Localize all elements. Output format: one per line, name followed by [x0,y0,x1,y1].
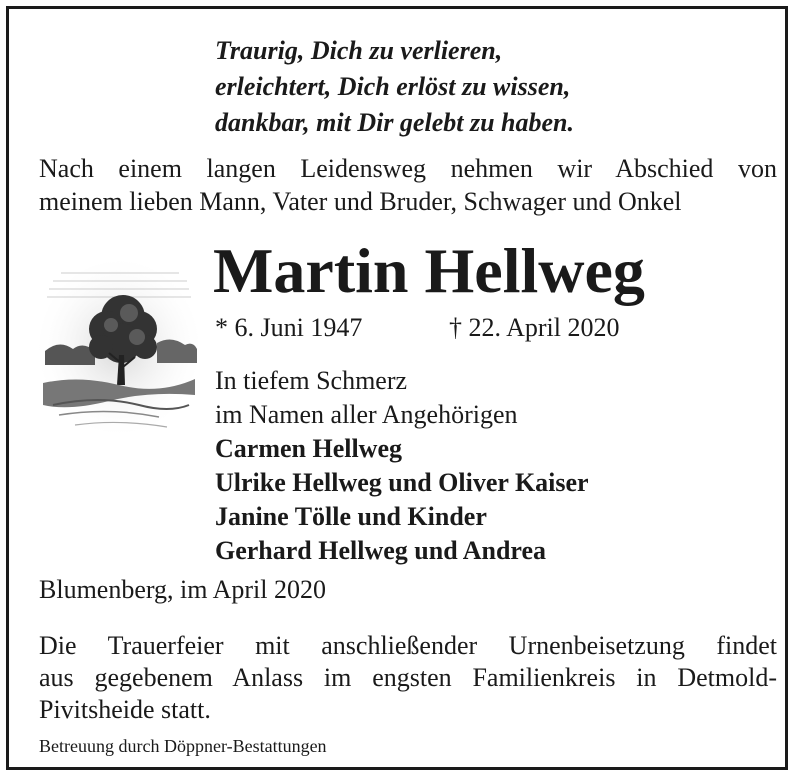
poem-line: dankbar, mit Dir gelebt zu haben. [215,108,574,137]
mourner-name: Gerhard Hellweg und Andrea [215,536,547,565]
tree-landscape-icon [39,255,199,433]
death-date: † 22. April 2020 [449,313,620,342]
funeral-line: Die Trauerfeier mit anschließender Urnenbeisetzung findet [39,631,777,660]
mourners-line: im Namen aller Angehörigen [215,400,518,429]
funeral-info [39,630,777,726]
deceased-name: Martin Hellweg [213,235,645,306]
intro-line: Nach einem langen Leidensweg nehmen wir Abschied von [39,154,777,183]
mourners-line: In tiefem Schmerz [215,366,408,395]
obituary-notice [6,6,788,770]
mourner-name: Janine Tölle und Kinder [215,502,487,531]
place-date: Blumenberg, im April 2020 [39,575,326,604]
intro-text [39,152,777,218]
poem-line: Traurig, Dich zu verlieren, [215,36,503,65]
poem [215,33,574,141]
mourner-name: Ulrike Hellweg und Oliver Kaiser [215,468,589,497]
intro-line: meinem lieben Mann, Vater und Bruder, Schwager und Onkel [39,187,682,216]
mourners [215,364,589,568]
funeral-line: Pivitsheide statt. [39,695,211,724]
birth-date: * 6. Juni 1947 [215,313,363,342]
mourner-name: Carmen Hellweg [215,434,403,463]
funeral-line: aus gegebenem Anlass im engsten Familienkreis in Detmold- [39,663,777,692]
poem-line: erleichtert, Dich erlöst zu wissen, [215,72,571,101]
undertaker-credit: Betreuung durch Döppner-Bestattungen [39,736,327,756]
